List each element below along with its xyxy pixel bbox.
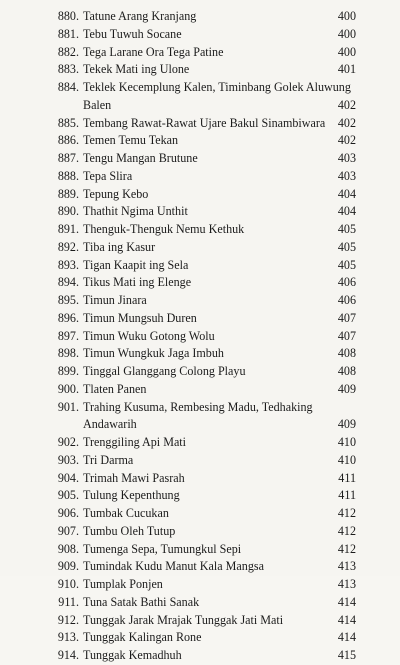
entry-title: Thenguk-Thenguk Nemu Kethuk [83, 222, 245, 236]
entry-number: 905. [57, 488, 79, 503]
toc-entry [0, 541, 400, 559]
toc-entry [0, 61, 400, 79]
entry-page-number: 412 [337, 541, 356, 556]
entry-title: Tigan Kaapit ing Sela [83, 257, 189, 272]
entry-title: Tunggak Jarak Mrajak Tunggak Jati Mati [83, 612, 284, 627]
entry-title: Timun Mungsuh Duren [83, 310, 197, 325]
entry-page-number: 410 [337, 435, 356, 449]
entry-number: 884. [57, 80, 79, 94]
entry-page-number: 408 [337, 364, 356, 378]
toc-entry [0, 310, 400, 328]
entry-title: Tengu Mangan Brutune [83, 151, 198, 165]
entry-page-number: 409 [337, 381, 356, 396]
entry-page-number: 405 [337, 222, 356, 236]
entry-page-number: 404 [337, 186, 356, 201]
entry-title: Tunggak Kalingan Rone [83, 630, 202, 645]
entry-page-number: 403 [337, 151, 356, 165]
entry-title-continuation: Balen [83, 97, 112, 112]
entry-page-number: 400 [337, 44, 356, 59]
entry-page-number: 406 [337, 293, 356, 307]
entry-number: 904. [57, 470, 79, 485]
entry-title: Tepung Kebo [83, 186, 149, 201]
entry-title: Tlaten Panen [83, 381, 147, 396]
entry-page-number: 412 [337, 506, 356, 520]
toc-entry [0, 203, 400, 221]
entry-number: 888. [57, 168, 79, 183]
entry-title: Tulung Kepenthung [83, 488, 180, 503]
entry-title: Timun Wungkuk Jaga Imbuh [83, 346, 224, 361]
entry-title: Trimah Mawi Pasrah [83, 470, 185, 485]
entry-title: Timun Jinara [83, 293, 147, 307]
toc-entry [0, 132, 400, 150]
entry-title: Tepa Slira [83, 168, 133, 183]
entry-title: Timun Wuku Gotong Wolu [83, 328, 215, 343]
entry-number: 900. [57, 381, 79, 396]
entry-number: 901. [57, 399, 79, 414]
entry-number: 892. [57, 239, 79, 254]
toc-entry [0, 523, 400, 541]
entry-title: Tumenga Sepa, Tumungkul Sepi [83, 541, 242, 556]
entry-title: Tatune Arang Kranjang [83, 9, 197, 23]
entry-page-number: 411 [338, 470, 356, 485]
toc-entry [0, 26, 400, 44]
entry-number: 894. [57, 275, 79, 290]
entry-title: Tumplak Ponjen [83, 577, 163, 591]
entry-title: Thathit Ngima Unthit [83, 204, 188, 219]
entry-page-number: 408 [337, 346, 356, 361]
toc-entry [0, 221, 400, 239]
entry-title: Tuna Satak Bathi Sanak [83, 594, 200, 609]
toc-entry [0, 257, 400, 275]
entry-number: 898. [57, 346, 79, 361]
toc-entry [0, 345, 400, 363]
toc-entry [0, 150, 400, 168]
entry-number: 891. [57, 222, 79, 236]
entry-number: 889. [57, 186, 79, 201]
entry-page-number: 400 [337, 9, 356, 23]
toc-entry [0, 434, 400, 452]
entry-title: Tri Darma [83, 452, 134, 467]
entry-number: 914. [57, 648, 79, 662]
entry-page-number: 413 [337, 577, 356, 591]
entry-page-number: 404 [337, 204, 356, 219]
entry-title: Tumindak Kudu Manut Kala Mangsa [83, 559, 264, 574]
entry-page-number: 401 [337, 62, 356, 77]
entry-page-number: 403 [337, 168, 356, 183]
toc-entry [0, 328, 400, 346]
entry-page-number: 402 [337, 115, 356, 130]
entry-number: 895. [57, 293, 79, 307]
entry-number: 893. [57, 257, 79, 272]
entry-title: Tega Larane Ora Tega Patine [83, 44, 224, 59]
entry-title: Trahing Kusuma, Rembesing Madu, Tedhaking [83, 399, 313, 414]
entry-page-number: 414 [337, 630, 356, 645]
entry-title-continuation: Andawarih [83, 417, 137, 432]
entry-page-number: 411 [338, 488, 356, 503]
entry-number: 881. [57, 26, 79, 41]
entry-number: 913. [57, 630, 79, 645]
entry-page-number: 400 [337, 26, 356, 41]
toc-entry [0, 470, 400, 488]
toc-entry [0, 647, 400, 665]
entry-title: Teklek Kecemplung Kalen, Timinbang Golek Aluwung [83, 80, 351, 94]
entry-page-number: 414 [337, 612, 356, 627]
toc-entry [0, 629, 400, 647]
entry-title: Tunggak Kemadhuh [83, 648, 182, 662]
entry-number: 886. [57, 133, 79, 148]
entry-page-number: 410 [337, 452, 356, 467]
entry-title: Trenggiling Api Mati [83, 435, 187, 449]
entry-number: 890. [57, 204, 79, 219]
entry-title: Tinggal Glanggang Colong Playu [83, 364, 246, 378]
toc-entry [0, 239, 400, 257]
entry-title: Tekek Mati ing Ulone [83, 62, 190, 77]
entry-number: 912. [57, 612, 79, 627]
toc-entry [0, 594, 400, 612]
toc-entry [0, 168, 400, 186]
entry-page-number: 402 [337, 133, 356, 148]
entry-page-number: 405 [337, 257, 356, 272]
toc-entry [0, 612, 400, 630]
entry-title: Tumbu Oleh Tutup [83, 523, 176, 538]
toc-entry [0, 115, 400, 133]
entry-number: 911. [58, 594, 79, 609]
entry-number: 903. [57, 452, 79, 467]
toc-entry [0, 487, 400, 505]
entry-title: Tembang Rawat-Rawat Ujare Bakul Sinambiwara [83, 115, 326, 130]
entry-number: 885. [57, 115, 79, 130]
toc-entry [0, 186, 400, 204]
entry-title: Tiba ing Kasur [83, 239, 156, 254]
entry-number: 896. [57, 310, 79, 325]
toc-entry [0, 292, 400, 310]
entry-page-number: 405 [337, 239, 356, 254]
toc-entry [0, 576, 400, 594]
entry-number: 910. [57, 577, 79, 591]
entry-page-number: 413 [337, 559, 356, 574]
entry-page-number: 407 [337, 310, 356, 325]
entry-number: 902. [57, 435, 79, 449]
toc-entry [0, 79, 400, 115]
entry-number: 880. [57, 9, 79, 23]
entry-page-number: 407 [337, 328, 356, 343]
toc-entry [0, 505, 400, 523]
entry-page-number: 415 [337, 648, 356, 662]
toc-entry [0, 363, 400, 381]
entry-number: 899. [57, 364, 79, 378]
entry-number: 883. [57, 62, 79, 77]
entry-page-number: 406 [337, 275, 356, 290]
entry-page-number: 414 [337, 594, 356, 609]
entry-number: 887. [57, 151, 79, 165]
toc-entry [0, 452, 400, 470]
entry-number: 882. [57, 44, 79, 59]
entry-number: 908. [57, 541, 79, 556]
toc-entry [0, 44, 400, 62]
toc-entry [0, 558, 400, 576]
entry-title: Tikus Mati ing Elenge [83, 275, 192, 290]
toc-entry [0, 381, 400, 399]
table-of-contents [0, 8, 400, 665]
entry-number: 897. [57, 328, 79, 343]
toc-entry [0, 8, 400, 26]
entry-title: Tebu Tuwuh Socane [83, 26, 182, 41]
entry-title: Temen Temu Tekan [83, 133, 179, 148]
entry-number: 907. [57, 523, 79, 538]
entry-page-number: 402 [337, 97, 356, 112]
entry-page-number: 412 [337, 523, 356, 538]
toc-entry [0, 399, 400, 435]
toc-entry [0, 274, 400, 292]
entry-title: Tumbak Cucukan [83, 506, 169, 520]
entry-page-number: 409 [337, 417, 356, 432]
entry-number: 906. [57, 506, 79, 520]
entry-number: 909. [57, 559, 79, 574]
